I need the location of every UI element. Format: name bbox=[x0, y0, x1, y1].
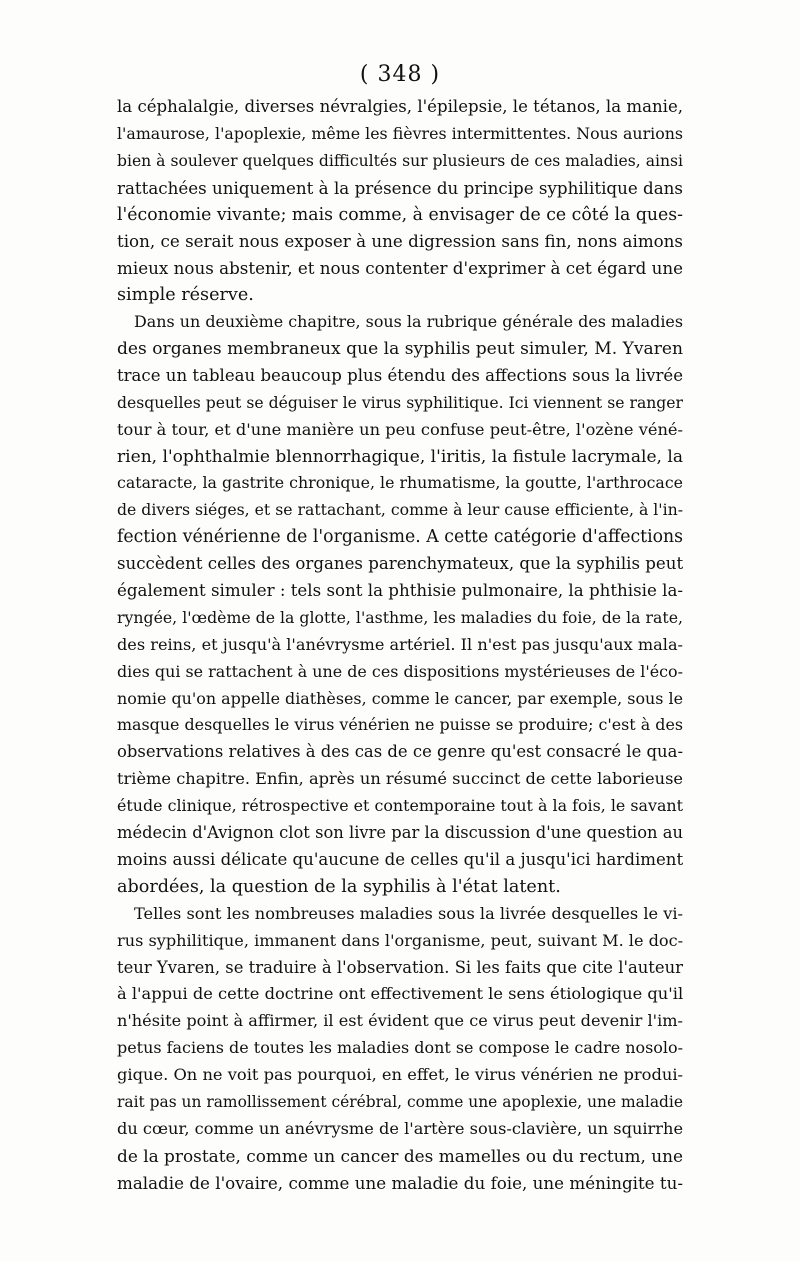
text-line: des organes membraneux que la syphilis peut simuler, M. Yvaren bbox=[117, 339, 683, 360]
text-line: également simuler : tels sont la phthisie pulmonaire, la phthisie la- bbox=[117, 581, 684, 601]
text-line: Dans un deuxième chapitre, sous la rubrique générale des maladies bbox=[134, 312, 683, 332]
text-line: fection vénérienne de l'organisme. A cette catégorie d'affections bbox=[117, 527, 683, 548]
text-line: tion, ce serait nous exposer à une digression sans fin, nons aimons bbox=[117, 231, 683, 252]
text-line: simple réserve. bbox=[117, 285, 254, 306]
text-line: gique. On ne voit pas pourquoi, en effet, le virus vénérien ne produi- bbox=[117, 1065, 684, 1085]
text-line: dies qui se rattachent à une de ces dispositions mystérieuses de l'éco- bbox=[117, 661, 683, 681]
text-line: l'amaurose, l'apoplexie, même les fièvres intermittentes. Nous aurions bbox=[117, 123, 683, 143]
text-line: masque desquelles le virus vénérien ne puisse se produire; c'est à des bbox=[117, 715, 683, 735]
text-line: trace un tableau beaucoup plus étendu des affections sous la livrée bbox=[117, 365, 683, 385]
text-line: nomie qu'on appelle diathèses, comme le cancer, par exemple, sous le bbox=[117, 688, 683, 708]
text-line: observations relatives à des cas de ce genre qu'est consacré le qua- bbox=[117, 742, 683, 762]
text-line: n'hésite point à affirmer, il est évident que ce virus peut devenir l'im- bbox=[117, 1011, 683, 1031]
page-number: ( 348 ) bbox=[359, 62, 441, 87]
text-line: rait pas un ramollissement cérébral, comme une apoplexie, une maladie bbox=[117, 1092, 683, 1111]
text-line: succèdent celles des organes parenchymateux, que la syphilis peut bbox=[117, 554, 684, 574]
text-line: la céphalalgie, diverses névralgies, l'épilepsie, le tétanos, la manie, bbox=[117, 97, 684, 116]
text-line: de divers siéges, et se rattachant, comme à leur cause efficiente, à l'in- bbox=[117, 500, 683, 520]
body-text bbox=[117, 94, 683, 1197]
text-line: l'économie vivante; mais comme, à envisager de ce côté la ques- bbox=[117, 204, 683, 225]
text-line: tour à tour, et d'une manière un peu confuse peut-être, l'ozène véné- bbox=[117, 419, 683, 439]
text-line: maladie de l'ovaire, comme une maladie du foie, une méningite tu- bbox=[117, 1172, 683, 1193]
text-line: rattachées uniquement à la présence du principe syphilitique dans bbox=[117, 177, 683, 198]
text-line: rus syphilitique, immanent dans l'organisme, peut, suivant M. le doc- bbox=[117, 930, 684, 950]
text-line: des reins, et jusqu'à l'anévrysme artériel. Il n'est pas jusqu'aux mala- bbox=[117, 634, 683, 654]
text-line: bien à soulever quelques difficultés sur plusieurs de ces maladies, ainsi bbox=[117, 151, 683, 170]
text-line: desquelles peut se déguiser le virus syphilitique. Ici viennent se ranger bbox=[117, 393, 683, 412]
text-line: moins aussi délicate qu'aucune de celles qu'il a jusqu'ici hardiment bbox=[117, 849, 684, 869]
text-line: médecin d'Avignon clot son livre par la discussion d'une question au bbox=[117, 823, 683, 843]
text-line: ryngée, l'œdème de la glotte, l'asthme, les maladies du foie, de la rate, bbox=[117, 607, 683, 627]
text-line: trième chapitre. Enfin, après un résumé succinct de cette laborieuse bbox=[117, 769, 684, 789]
text-line: mieux nous abstenir, et nous contenter d'exprimer à cet égard une bbox=[117, 258, 684, 279]
text-line: à l'appui de cette doctrine ont effectivement le sens étiologique qu'il bbox=[117, 984, 684, 1004]
text-line: teur Yvaren, se traduire à l'observation. Si les faits que cite l'auteur bbox=[117, 957, 683, 977]
text-line: Telles sont les nombreuses maladies sous la livrée desquelles le vi- bbox=[134, 903, 683, 923]
text-line: cataracte, la gastrite chronique, le rhumatisme, la goutte, l'arthrocace bbox=[117, 473, 683, 493]
text-line: petus faciens de toutes les maladies dont se compose le cadre nosolo- bbox=[117, 1038, 683, 1058]
text-line: rien, l'ophthalmie blennorrhagique, l'iritis, la fistule lacrymale, la bbox=[117, 446, 683, 467]
text-line: abordées, la question de la syphilis à l'état latent. bbox=[117, 876, 561, 897]
text-line: du cœur, comme un anévrysme de l'artère sous-clavière, un squirrhe bbox=[117, 1118, 684, 1138]
text-line: étude clinique, rétrospective et contemporaine tout à la fois, le savant bbox=[117, 796, 683, 816]
text-line: de la prostate, comme un cancer des mamelles ou du rectum, une bbox=[117, 1145, 684, 1166]
